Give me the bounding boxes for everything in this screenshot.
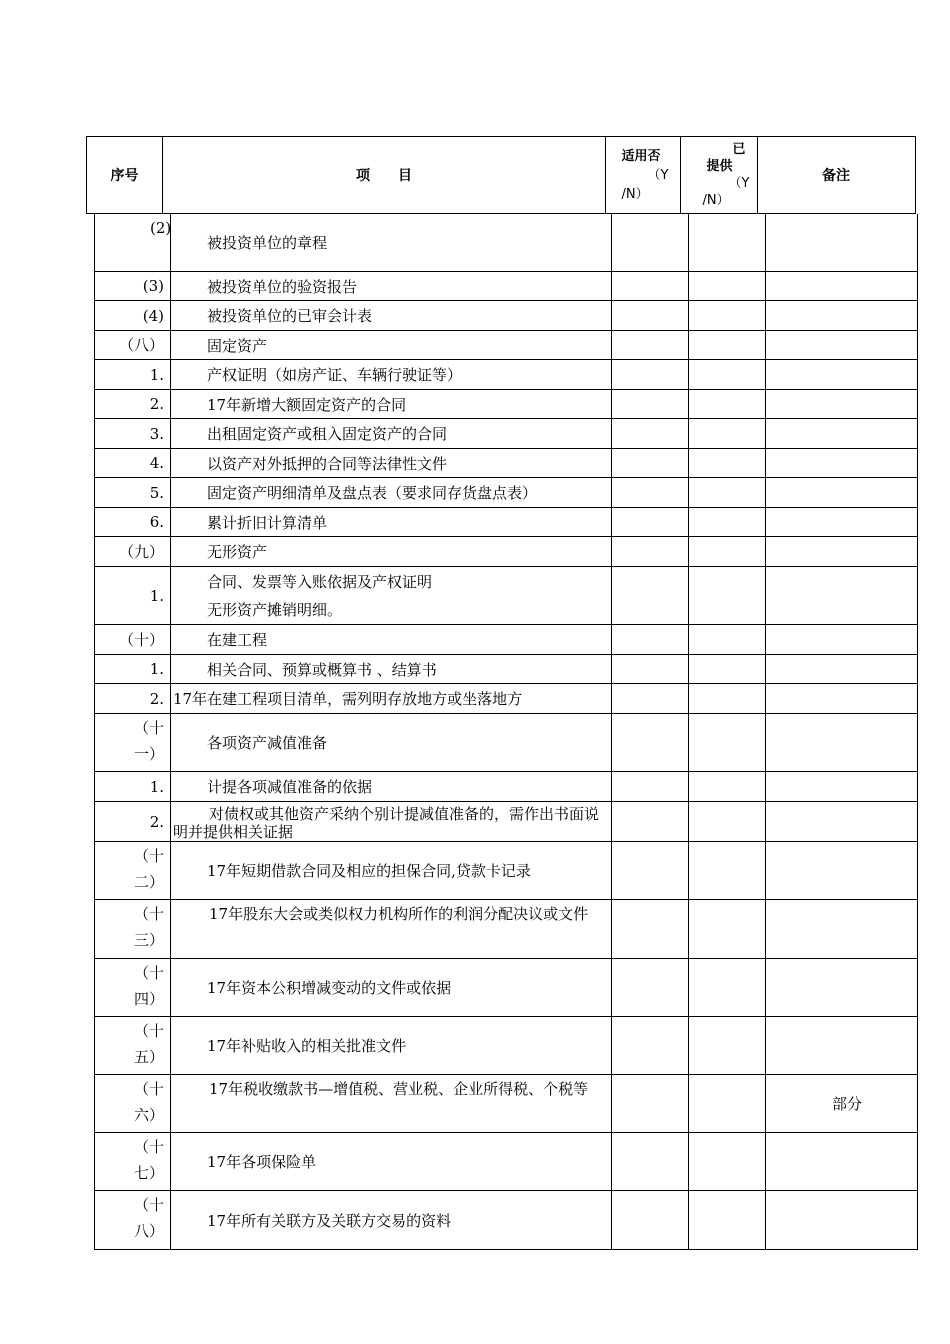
row-applicable-cell[interactable]	[612, 272, 689, 300]
row-number-text: 4.	[149, 454, 164, 472]
row-item-text: 被投资单位的已审会计表	[207, 307, 373, 325]
row-note-text: 部分	[831, 1095, 862, 1113]
row-provided-cell[interactable]	[689, 959, 766, 1016]
row-number-text: （十二）	[134, 847, 165, 891]
row-item-text: 17年各项保险单	[207, 1153, 317, 1171]
row-provided-cell[interactable]	[689, 537, 766, 566]
table-row	[95, 684, 917, 714]
row-item	[171, 537, 612, 566]
row-applicable-cell[interactable]	[612, 567, 689, 624]
table-body	[94, 214, 918, 1250]
header-col-provided-l3: （Y	[728, 176, 750, 191]
row-item	[171, 714, 612, 771]
row-provided-cell[interactable]	[689, 684, 766, 713]
row-number-text: 5.	[149, 483, 164, 502]
header-col-applicable-l3: /N）	[621, 186, 649, 202]
table-row	[95, 449, 917, 478]
table-row	[95, 1133, 917, 1191]
row-note-cell[interactable]	[766, 508, 918, 536]
row-applicable-cell[interactable]	[612, 508, 689, 536]
row-number	[95, 272, 171, 300]
row-item-text: 在建工程	[207, 631, 268, 649]
row-applicable-cell[interactable]	[612, 360, 689, 389]
row-provided-cell[interactable]	[689, 1075, 766, 1132]
row-note-cell[interactable]	[766, 360, 918, 389]
row-item	[171, 959, 612, 1016]
row-number-text: (4)	[142, 306, 164, 325]
row-applicable-cell[interactable]	[612, 331, 689, 359]
row-number	[95, 214, 171, 271]
row-number	[95, 537, 171, 566]
row-note-cell[interactable]	[766, 802, 918, 841]
row-item	[171, 214, 612, 271]
row-number-text: 2.	[149, 395, 164, 413]
table-row	[95, 301, 917, 331]
row-item-text: 17年资本公积增减变动的文件或依据	[207, 979, 452, 997]
table-row	[95, 214, 917, 272]
row-item-text: 被投资单位的章程	[207, 234, 328, 252]
row-number	[95, 419, 171, 448]
table-row	[95, 1191, 917, 1249]
row-provided-cell[interactable]	[689, 567, 766, 624]
row-provided-cell[interactable]	[689, 449, 766, 477]
row-applicable-cell[interactable]	[612, 1017, 689, 1074]
row-applicable-cell[interactable]	[612, 1191, 689, 1249]
row-applicable-cell[interactable]	[612, 1075, 689, 1132]
row-number	[95, 1017, 171, 1074]
header-col-provided-l1: 已	[732, 142, 746, 157]
row-note-cell[interactable]	[766, 1191, 918, 1249]
header-col-note-label: 备注	[822, 168, 850, 184]
row-provided-cell[interactable]	[689, 655, 766, 683]
table-row	[95, 390, 917, 419]
row-note-cell[interactable]	[766, 214, 918, 271]
row-note-cell[interactable]	[766, 842, 918, 899]
row-provided-cell[interactable]	[689, 1133, 766, 1190]
row-item-text: 固定资产明细清单及盘点表（要求同存货盘点表）	[207, 484, 538, 502]
table-row	[95, 772, 917, 802]
table-row	[95, 959, 917, 1017]
row-item	[171, 1017, 612, 1074]
table-row	[95, 419, 917, 449]
row-number	[95, 478, 171, 507]
row-number-text: （十六）	[134, 1080, 165, 1124]
row-item	[171, 900, 612, 958]
row-number	[95, 842, 171, 899]
row-item-text: 17年在建工程项目清单，需列明存放地方或坐落地方	[173, 690, 523, 708]
row-applicable-cell[interactable]	[612, 625, 689, 654]
row-provided-cell[interactable]	[689, 625, 766, 654]
row-item-text: 无形资产	[207, 543, 268, 561]
table-row	[95, 802, 917, 842]
row-applicable-cell[interactable]	[612, 900, 689, 958]
row-provided-cell[interactable]	[689, 714, 766, 771]
row-item	[171, 625, 612, 654]
table-row	[95, 842, 917, 900]
row-number-text: （九）	[118, 542, 164, 561]
header-col-no	[87, 137, 163, 213]
row-note-cell[interactable]	[766, 959, 918, 1016]
row-number	[95, 625, 171, 654]
row-note-cell[interactable]	[766, 655, 918, 683]
row-provided-cell[interactable]	[689, 772, 766, 801]
table-row	[95, 900, 917, 959]
row-number	[95, 1191, 171, 1249]
header-col-note	[758, 137, 914, 213]
row-provided-cell[interactable]	[689, 331, 766, 359]
row-applicable-cell[interactable]	[612, 842, 689, 899]
header-col-applicable-l2: （Y	[647, 167, 669, 183]
row-item-text: 出租固定资产或租入固定资产的合同	[207, 425, 448, 443]
row-number	[95, 331, 171, 359]
header-col-provided-l2: 提供	[706, 159, 733, 174]
row-item-text: 17年股东大会或类似权力机构所作的利润分配决议或文件	[209, 905, 589, 923]
row-number	[95, 684, 171, 713]
row-number	[95, 1075, 171, 1132]
row-note-cell[interactable]	[766, 1133, 918, 1190]
row-note-cell[interactable]	[766, 714, 918, 771]
row-note-cell[interactable]	[766, 900, 918, 958]
row-number-text: 1.	[149, 365, 164, 384]
row-provided-cell[interactable]	[689, 802, 766, 841]
row-note-cell[interactable]	[766, 1017, 918, 1074]
row-item	[171, 1191, 612, 1249]
row-item	[171, 684, 612, 713]
row-note-cell[interactable]	[766, 684, 918, 713]
header-col-item-label: 项 目	[356, 168, 412, 184]
row-item	[171, 802, 612, 841]
row-provided-cell[interactable]	[689, 360, 766, 389]
row-provided-cell[interactable]	[689, 478, 766, 507]
header-col-no-label: 序号	[110, 168, 139, 184]
row-applicable-cell[interactable]	[612, 802, 689, 841]
row-number	[95, 449, 171, 477]
row-applicable-cell[interactable]	[612, 655, 689, 683]
row-applicable-cell[interactable]	[612, 959, 689, 1016]
row-applicable-cell[interactable]	[612, 714, 689, 771]
row-note-cell[interactable]	[766, 331, 918, 359]
table-row	[95, 478, 917, 508]
row-item	[171, 655, 612, 683]
table-row	[95, 655, 917, 684]
row-applicable-cell[interactable]	[612, 449, 689, 477]
row-number-text: 1.	[149, 586, 164, 605]
row-number	[95, 301, 171, 330]
row-item	[171, 567, 612, 624]
row-note-cell[interactable]	[766, 1075, 918, 1132]
row-item	[171, 301, 612, 330]
row-item	[171, 1133, 612, 1190]
row-item-text: 累计折旧计算清单	[207, 513, 328, 532]
row-provided-cell[interactable]	[689, 842, 766, 899]
row-note-cell[interactable]	[766, 625, 918, 654]
row-number	[95, 802, 171, 841]
row-item-text: 以资产对外抵押的合同等法律性文件	[207, 454, 448, 473]
row-item-text: 产权证明（如房产证、车辆行驶证等）	[207, 366, 463, 384]
header-col-provided-stack	[689, 141, 750, 209]
row-applicable-cell[interactable]	[612, 684, 689, 713]
table-row	[95, 625, 917, 655]
row-applicable-cell[interactable]	[612, 772, 689, 801]
row-provided-cell[interactable]	[689, 272, 766, 300]
row-note-cell[interactable]	[766, 390, 918, 418]
row-provided-cell[interactable]	[689, 1191, 766, 1249]
row-provided-cell[interactable]	[689, 301, 766, 330]
row-item	[171, 478, 612, 507]
row-item	[171, 1075, 612, 1132]
row-number-text: 1.	[149, 660, 164, 678]
row-note-cell[interactable]	[766, 272, 918, 300]
row-note-cell[interactable]	[766, 449, 918, 477]
row-item-text: 对债权或其他资产采纳个别计提减值准备的，需作出书面说明并提供相关证据	[173, 805, 600, 841]
row-applicable-cell[interactable]	[612, 301, 689, 330]
table-row	[95, 714, 917, 772]
row-provided-cell[interactable]	[689, 900, 766, 958]
table-row	[95, 537, 917, 567]
row-applicable-cell[interactable]	[612, 214, 689, 271]
table-row	[95, 1017, 917, 1075]
header-col-provided	[681, 137, 758, 213]
row-item	[171, 508, 612, 536]
row-item	[171, 272, 612, 300]
header-col-applicable-stack	[618, 147, 669, 204]
row-item-text: 固定资产	[207, 336, 268, 355]
row-note-cell[interactable]	[766, 537, 918, 566]
table-row	[95, 331, 917, 360]
table-row	[95, 360, 917, 390]
table-row	[95, 1075, 917, 1133]
row-item-text: 17年所有关联方及关联方交易的资料	[207, 1211, 452, 1230]
row-number-text: （十一）	[134, 719, 165, 763]
header-col-applicable	[606, 137, 681, 213]
row-item-line2: 无形资产摊销明细。	[207, 601, 343, 619]
row-item-text: 17年税收缴款书—增值税、营业税、企业所得税、个税等	[209, 1080, 589, 1098]
row-note-cell[interactable]	[766, 567, 918, 624]
row-number	[95, 390, 171, 418]
row-provided-cell[interactable]	[689, 390, 766, 418]
row-item	[171, 449, 612, 477]
row-item	[171, 360, 612, 389]
row-item	[171, 419, 612, 448]
row-number	[95, 959, 171, 1016]
row-applicable-cell[interactable]	[612, 419, 689, 448]
table-row	[95, 508, 917, 537]
row-number-text: （十四）	[134, 964, 165, 1008]
table-header	[86, 136, 916, 214]
row-number	[95, 714, 171, 771]
row-number	[95, 567, 171, 624]
row-note-cell[interactable]	[766, 478, 918, 507]
row-number	[95, 772, 171, 801]
row-number-text: （十）	[118, 630, 164, 649]
row-note-cell[interactable]	[766, 419, 918, 448]
row-item-text: 被投资单位的验资报告	[207, 277, 358, 296]
row-number-text: 2.	[149, 812, 164, 831]
header-col-item	[163, 137, 606, 213]
row-number	[95, 900, 171, 958]
row-number	[95, 1133, 171, 1190]
row-number	[95, 360, 171, 389]
row-number-text: 6.	[149, 513, 164, 531]
row-number-text: （十三）	[134, 905, 165, 949]
row-number-text: （八）	[118, 336, 164, 354]
header-col-provided-l4: /N）	[702, 193, 730, 208]
row-applicable-cell[interactable]	[612, 537, 689, 566]
row-note-cell[interactable]	[766, 301, 918, 330]
table-row	[95, 272, 917, 301]
row-number-text: (3)	[142, 277, 164, 295]
row-applicable-cell[interactable]	[612, 478, 689, 507]
header-col-applicable-l1: 适用否	[621, 148, 661, 164]
row-item-text: 各项资产减值准备	[207, 734, 328, 752]
row-item	[171, 842, 612, 899]
row-item-text: 计提各项减值准备的依据	[207, 778, 373, 796]
row-item-text: 相关合同、预算或概算书 、结算书	[207, 660, 437, 679]
row-provided-cell[interactable]	[689, 508, 766, 536]
row-item	[171, 331, 612, 359]
row-provided-cell[interactable]	[689, 1017, 766, 1074]
row-number-text: （十八）	[134, 1196, 165, 1240]
row-item-text: 17年新增大额固定资产的合同	[207, 395, 407, 414]
row-note-cell[interactable]	[766, 772, 918, 801]
row-number-text: 1.	[149, 777, 164, 796]
row-provided-cell[interactable]	[689, 214, 766, 271]
row-item	[171, 772, 612, 801]
row-item-text: 17年短期借款合同及相应的担保合同,贷款卡记录	[207, 862, 531, 880]
row-number-text: (2)	[150, 219, 172, 237]
row-provided-cell[interactable]	[689, 419, 766, 448]
row-item-text: 17年补贴收入的相关批准文件	[207, 1037, 407, 1055]
row-number	[95, 655, 171, 683]
row-applicable-cell[interactable]	[612, 1133, 689, 1190]
row-number-text: （十七）	[134, 1138, 165, 1182]
row-number-text: 2.	[149, 689, 164, 708]
table-row	[95, 567, 917, 625]
row-applicable-cell[interactable]	[612, 390, 689, 418]
row-item	[171, 390, 612, 418]
row-number-text: （十五）	[134, 1022, 165, 1066]
row-item-line1: 合同、发票等入账依据及产权证明	[207, 573, 433, 591]
row-number	[95, 508, 171, 536]
row-number-text: 3.	[149, 424, 164, 443]
